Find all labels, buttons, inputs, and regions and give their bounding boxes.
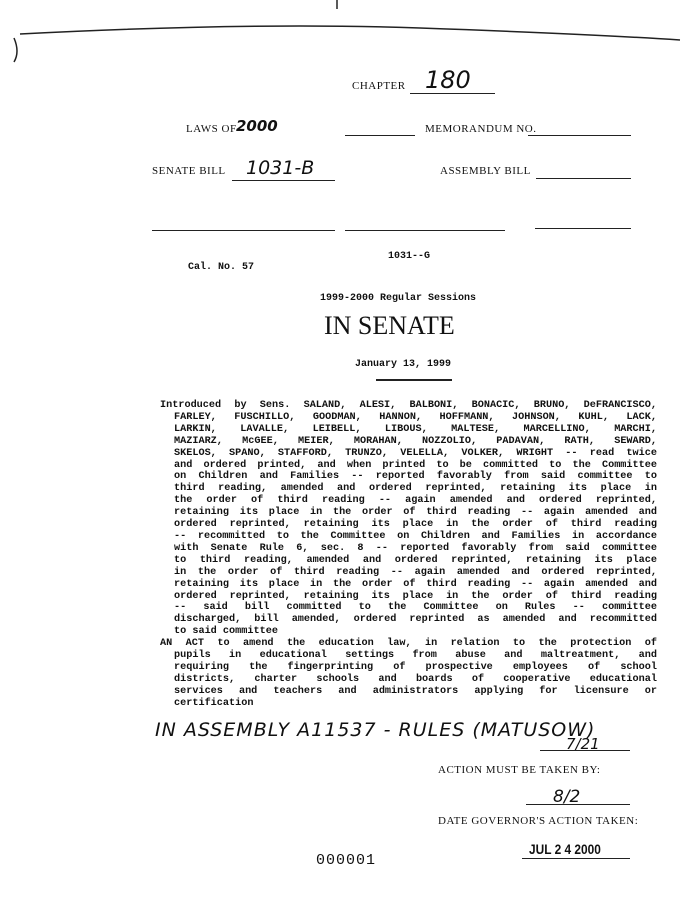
assembly-bill-line xyxy=(536,178,631,179)
act-line: pupils in educational settings from abuse and maltreatment, and xyxy=(174,649,657,661)
introduced-line: to third reading, amended and ordered reprinted, retaining its place xyxy=(174,554,657,566)
governor-date-line xyxy=(526,804,630,805)
introduced-line: on Children and Families -- reported favorably from said committee to xyxy=(174,471,657,483)
session-text: 1999-2000 Regular Sessions xyxy=(320,293,477,304)
introduced-line: in the order of third reading -- again amended and ordered reprinted, xyxy=(174,566,657,578)
memorandum-label: MEMORANDUM NO. xyxy=(425,123,537,135)
introduced-line: retaining its place in the order of third reading -- again amended and xyxy=(174,578,657,590)
page-number: 000001 xyxy=(316,852,377,869)
introduced-line: Introduced by Sens. SALAND, ALESI, BALBONI, BONACIC, BRUNO, DeFRANCISCO, xyxy=(160,400,657,411)
introduced-line: with Senate Rule 6, sec. 8 -- reported favorably from said committee xyxy=(174,542,657,554)
governor-stamp: JUL 2 4 2000 xyxy=(529,841,601,857)
memo-blank-line xyxy=(345,135,415,136)
act-line: districts, charter schools and boards of cooperative educational xyxy=(174,673,657,685)
act-line: certification xyxy=(174,697,254,709)
introduced-line: to said committee xyxy=(174,626,278,638)
introduced-line: MAZIARZ, McGEE, MEIER, MORAHAN, NOZZOLIO, PADAVAN, RATH, SEWARD, xyxy=(174,435,657,447)
introduced-line: ordered reprinted, retaining its place in the order of third reading xyxy=(174,519,657,531)
rule-line-mid xyxy=(345,230,505,231)
calendar-number: Cal. No. 57 xyxy=(188,262,255,273)
introduced-line: retaining its place in the order of third reading -- again amended and xyxy=(174,507,657,519)
rule-line-right xyxy=(535,228,631,229)
act-paragraph xyxy=(160,638,657,709)
senate-bill-line xyxy=(232,180,335,181)
introduced-line: FARLEY, FUSCHILLO, GOODMAN, HANNON, HOFFMANN, JOHNSON, KUHL, LACK, xyxy=(174,411,657,423)
act-line: requiring the fingerprinting of prospective employees of school xyxy=(174,661,657,673)
bill-date: January 13, 1999 xyxy=(355,359,452,370)
assembly-bill-label: ASSEMBLY BILL xyxy=(440,165,531,177)
page-edge-curve xyxy=(0,0,700,80)
senate-bill-number: 1031-B xyxy=(246,157,315,179)
introduced-line: the order of third reading -- again amended and ordered reprinted, xyxy=(174,495,657,507)
assembly-note: IN ASSEMBLY A11537 - RULES (MATUSOW) xyxy=(155,719,596,741)
memo-number-line xyxy=(528,135,631,136)
introduced-line: -- said bill committed to the Committee on Rules -- committee xyxy=(174,602,657,614)
chamber-title: IN SENATE xyxy=(324,311,455,340)
action-label: ACTION MUST BE TAKEN BY: xyxy=(438,764,601,776)
act-line: AN ACT to amend the education law, in relation to the protection of xyxy=(160,638,657,649)
chapter-line xyxy=(410,93,495,94)
introduced-line: discharged, bill amended, ordered reprinted as amended and recommitted xyxy=(174,614,657,626)
stamp-line xyxy=(522,858,630,859)
act-line: services and teachers and administrators applying for licensure or xyxy=(174,685,657,697)
chapter-number: 180 xyxy=(425,66,471,94)
action-date-line xyxy=(540,750,630,751)
introduced-line: SKELOS, SPANO, STAFFORD, TRUNZO, VELELLA, VOLKER, WRIGHT -- read twice xyxy=(174,447,657,459)
date-underline xyxy=(376,379,452,381)
governor-date: 8/2 xyxy=(553,787,581,807)
senate-bill-label: SENATE BILL xyxy=(152,165,226,177)
action-date: 7/21 xyxy=(566,735,600,753)
introduced-paragraph xyxy=(160,400,657,638)
rule-line-left xyxy=(152,230,335,231)
introduced-line: LARKIN, LAVALLE, LEIBELL, LIBOUS, MALTESE, MARCELLINO, MARCHI, xyxy=(174,423,657,435)
bill-number: 1031--G xyxy=(388,251,431,262)
introduced-line: third reading, amended and ordered reprinted, retaining its place in xyxy=(174,483,657,495)
introduced-line: and ordered printed, and when printed to be committed to the Committee xyxy=(174,459,657,471)
laws-of-label: LAWS OF xyxy=(186,123,237,135)
laws-year: 2000 xyxy=(236,117,278,135)
introduced-line: ordered reprinted, retaining its place in the order of third reading xyxy=(174,590,657,602)
chapter-label: CHAPTER xyxy=(352,80,406,92)
introduced-line: -- recommitted to the Committee on Children and Families in accordance xyxy=(174,530,657,542)
governor-label: DATE GOVERNOR'S ACTION TAKEN: xyxy=(438,815,639,827)
